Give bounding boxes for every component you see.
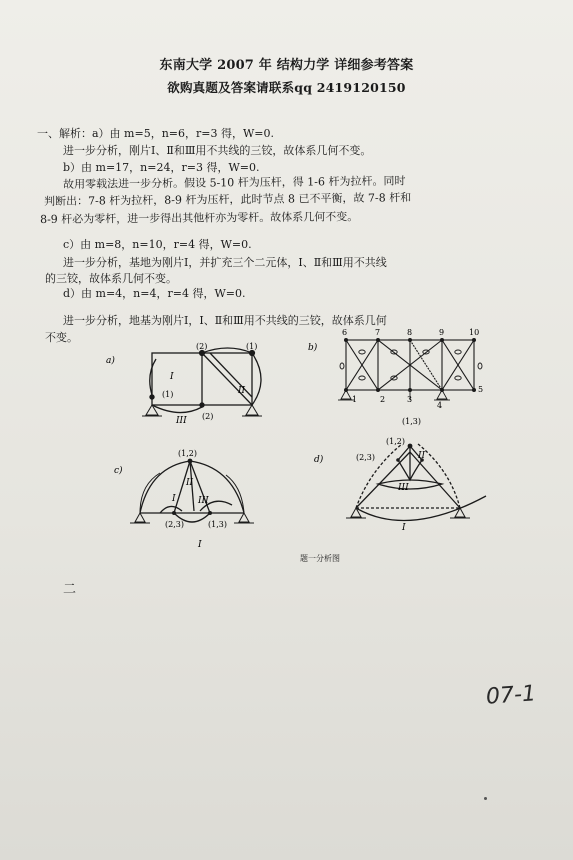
figure-a-hinge-2-bottom: (2) xyxy=(202,412,214,421)
answer-line-10: d）由 m=4，n=4，r=4 得，W=0. xyxy=(63,287,246,300)
figure-b-node-1: 1 xyxy=(352,395,358,404)
figure-c-part-II: II xyxy=(186,478,194,488)
figure-d-hinge-2-3: (2,3) xyxy=(356,453,375,462)
figure-b-tag: b) xyxy=(308,343,318,353)
figure-c-hinge-1-2: (1,2) xyxy=(178,449,197,458)
figure-b-node-6: 6 xyxy=(342,328,348,337)
figure-c-tag: c) xyxy=(114,466,123,476)
figure-c xyxy=(110,445,280,555)
figure-d xyxy=(310,410,500,540)
figure-b-node-4: 4 xyxy=(437,401,443,410)
answer-line-8: 进一步分析，基地为刚片Ⅰ，并扩充三个二元体，Ⅰ、Ⅱ和Ⅲ用不共线 xyxy=(63,256,387,269)
figure-d-hinge-1-3: (1,3) xyxy=(402,417,421,426)
answer-line-11: 进一步分析，地基为刚片Ⅰ，Ⅰ、Ⅱ和Ⅲ用不共线的三铰，故体系几何 xyxy=(63,314,387,327)
figure-caption: 题一分析图 xyxy=(300,554,340,563)
figure-a-part-I: I xyxy=(170,372,174,382)
answer-line-4: 故用零载法进一步分析。假设 5-10 杆为压杆，得 1-6 杆为拉杆。同时 xyxy=(63,174,406,191)
answer-line-5: 判断出：7-8 杆为拉杆，8-9 杆为压杆，此时节点 8 已不平衡，故 7-8 杆和 xyxy=(44,191,412,208)
figure-a-hinge-1-top: (1) xyxy=(246,342,258,351)
section-2-label: 二 xyxy=(63,582,77,597)
answer-line-6: 8-9 杆必为零杆，进一步得出其他杆亦为零杆。故体系几何不变。 xyxy=(40,210,359,226)
figure-a-hinge-1-left: (1) xyxy=(162,390,174,399)
figure-d-part-III: III xyxy=(398,483,409,493)
figure-b-node-3: 3 xyxy=(407,395,413,404)
figure-a-tag: a) xyxy=(106,356,115,366)
answer-line-3: b）由 m=17，n=24，r=3 得，W=0. xyxy=(63,161,260,174)
figure-a-hinge-2-top: (2) xyxy=(196,342,208,351)
figure-b-node-7: 7 xyxy=(375,328,381,337)
figure-b-node-2: 2 xyxy=(380,395,386,404)
answer-line-7: c）由 m=8，n=10，r=4 得，W=0. xyxy=(63,238,252,251)
answer-line-12: 不变。 xyxy=(45,331,78,344)
figure-a xyxy=(100,335,280,430)
figure-a-part-III: III xyxy=(176,416,187,426)
answer-line-2: 进一步分析，刚片Ⅰ、Ⅱ和Ⅲ用不共线的三铰，故体系几何不变。 xyxy=(63,144,372,157)
answer-line-9: 的三铰，故体系几何不变。 xyxy=(45,272,177,285)
figure-d-part-II: II xyxy=(418,451,426,461)
figure-d-tag: d) xyxy=(314,455,324,465)
figure-d-ground: I xyxy=(402,523,406,533)
figure-b-node-5: 5 xyxy=(478,385,484,394)
figure-c-hinge-2-3: (2,3) xyxy=(165,520,184,529)
page-title: 东南大学 2007 年 结构力学 详细参考答案 xyxy=(159,58,414,73)
figure-c-part-I: I xyxy=(172,494,176,504)
contact-line: 欲购真题及答案请联系qq 2419120150 xyxy=(167,80,406,95)
figure-c-ground: I xyxy=(198,540,202,550)
figure-b xyxy=(298,322,498,412)
figure-d-hinge-1-2: (1,2) xyxy=(386,437,405,446)
answer-line-1: 一、解析：a）由 m=5，n=6，r=3 得，W=0. xyxy=(37,127,274,140)
figure-b-node-8: 8 xyxy=(407,328,413,337)
figure-c-part-III: III xyxy=(198,496,209,506)
figure-a-part-II: II xyxy=(238,386,246,396)
figure-b-node-10: 10 xyxy=(469,328,480,337)
handwritten-page-number: 07-1 xyxy=(485,681,537,710)
pen-dot xyxy=(484,797,487,800)
figure-b-node-9: 9 xyxy=(439,328,445,337)
figure-c-hinge-1-3: (1,3) xyxy=(208,520,227,529)
